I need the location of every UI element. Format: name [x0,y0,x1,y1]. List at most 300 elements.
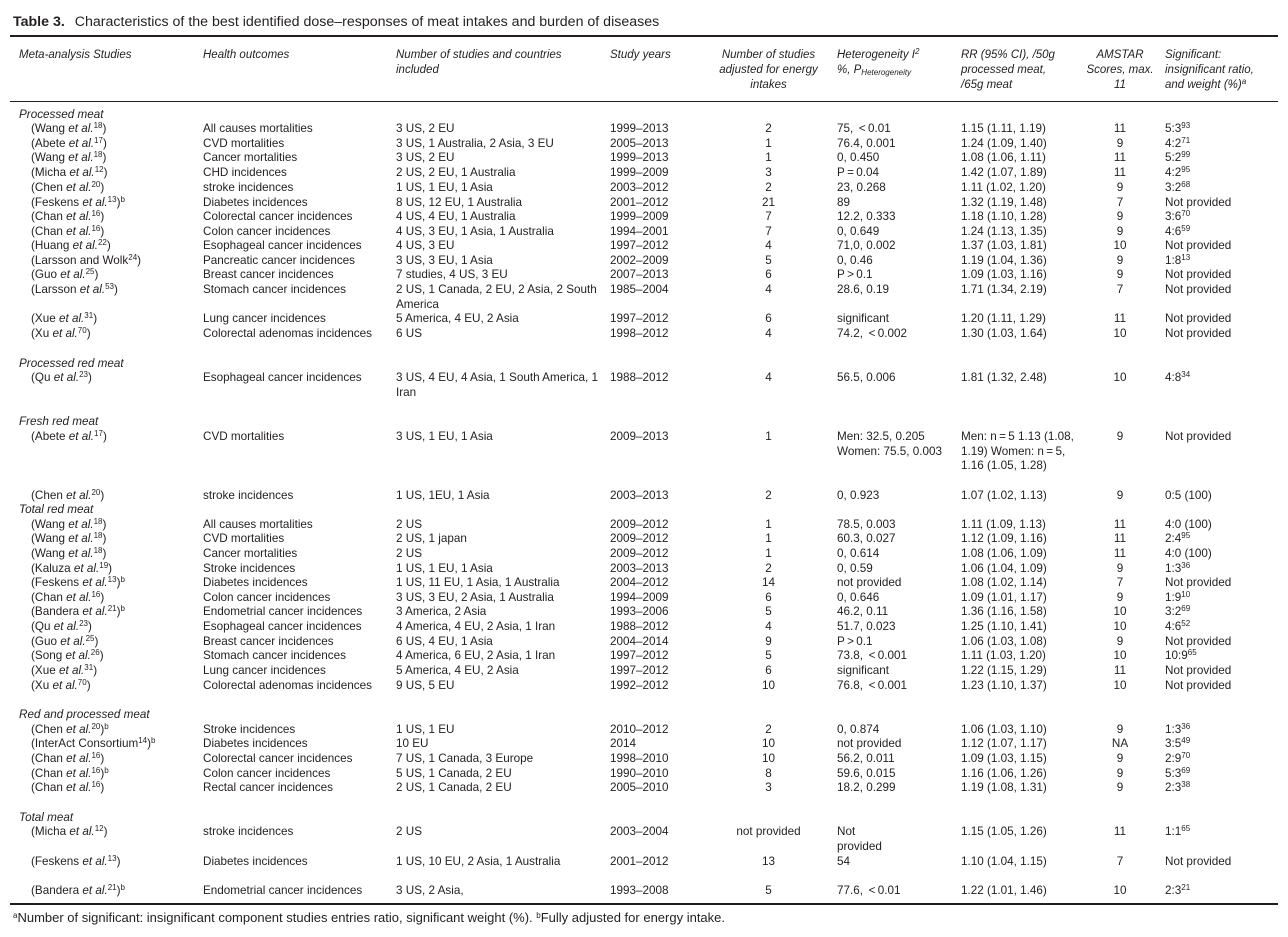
heterogeneity-value: 75, < 0.01 [837,122,891,135]
study-citation: (Bandera et al.$^{21}$)$^b$ [31,604,125,618]
et-al: et al. [82,576,108,589]
significance-ratio [1165,371,1277,386]
amstar-score: 9 [1116,635,1124,648]
countries-included: 4 US, 3 EU [396,239,455,252]
energy-adjusted-count: 5 [765,254,772,267]
health-outcome: Colorectal adenomas incidences [203,679,372,692]
significance-weight: 95 [1181,165,1191,174]
countries-included: 9 US, 5 EU [396,679,455,692]
header-outcome: Health outcomes [203,49,290,61]
reference-number: 13 [107,195,117,204]
study-citation: (Xu et al.$^{70}$) [31,326,91,340]
health-outcome: Diabetes incidences [203,737,308,750]
health-outcome: Colon cancer incidences [203,767,331,780]
amstar-score: NA [1111,737,1129,750]
et-al: et al. [69,825,95,838]
study-years: 2009–2013 [610,430,669,443]
amstar-score: 9 [1116,489,1124,502]
significance-weight: 21 [1181,883,1191,892]
significance-weight: 70 [1181,209,1191,218]
study-author: Huang [34,239,70,252]
countries-included: 8 US, 12 EU, 1 Australia [396,196,523,209]
heterogeneity-value: 74.2, < 0.002 [837,327,907,340]
et-al: et al. [66,752,92,765]
significance-ratio-text: Not provided [1165,239,1232,252]
study-author: Larsson and Wolk [34,254,129,267]
significance-ratio-text: 4:2 [1165,166,1182,179]
study-author: Chen [34,489,63,502]
significance-ratio [1165,181,1277,196]
reference-number: 20 [91,488,101,497]
section-heading: Total red meat [19,503,94,516]
study-citation: (Chen et al.$^{20}$)$^b$ [31,722,109,736]
reference-number: 13 [107,854,117,863]
significance-ratio-text: 3:5 [1165,737,1182,750]
heterogeneity-value: 60.3, 0.027 [837,532,896,545]
amstar-score: 11 [1113,532,1127,545]
et-al: et al. [68,547,94,560]
relative-risk: 1.24 (1.13, 1.35) [961,225,1047,238]
reference-number: 16 [91,766,101,775]
study-author: Chen [34,723,63,736]
study-author: Bandera [34,605,80,618]
significance-ratio [1165,664,1277,679]
significance-ratio-text: 2:3 [1165,781,1182,794]
study-author: Abete [34,430,66,443]
significance-ratio-text: 4:6 [1165,225,1182,238]
reference-number: 20 [91,722,101,731]
energy-adjusted-count: 1 [765,518,772,531]
study-years: 1999–2009 [610,166,669,179]
reference-number: 18 [93,150,103,159]
amstar-score: 7 [1116,196,1124,209]
countries-included: 7 studies, 4 US, 3 EU [396,268,508,281]
countries-included: 7 US, 1 Canada, 3 Europe [396,752,534,765]
countries-included: 2 US [396,518,422,531]
heterogeneity-value: 78.5, 0.003 [837,518,896,531]
section-heading: Red and processed meat [19,708,150,721]
et-al: et al. [66,723,92,736]
study-years: 1985–2004 [610,283,669,296]
significance-ratio-text: Not provided [1165,327,1232,340]
significance-ratio [1165,430,1277,445]
energy-adjusted-count: 13 [761,855,775,868]
energy-adjusted-count: 4 [765,371,772,384]
relative-risk: 1.22 (1.01, 1.46) [961,884,1047,897]
health-outcome: CHD incidences [203,166,287,179]
study-author: Kaluza [34,562,71,575]
heterogeneity-value: 76.8, < 0.001 [837,679,907,692]
significance-ratio [1165,855,1277,870]
heterogeneity-value: significant [837,664,889,677]
energy-adjusted-count: 6 [765,591,772,604]
heterogeneity-value: P > 0.1 [837,268,873,281]
relative-risk: 1.11 (1.02, 1.20) [961,181,1046,194]
reference-number: 31 [84,663,94,672]
significance-ratio-text: 3:2 [1165,605,1182,618]
countries-included: 5 US, 1 Canada, 2 EU [396,767,512,780]
health-outcome: Lung cancer incidences [203,312,326,325]
countries-included: 4 US, 4 EU, 1 Australia [396,210,516,223]
health-outcome: Colorectal cancer incidences [203,752,353,765]
countries-included: 1 US, 1 EU [396,723,455,736]
study-author: Wang [34,122,66,135]
study-years: 1999–2013 [610,122,669,135]
relative-risk: 1.20 (1.11, 1.29) [961,312,1046,325]
study-citation: (Abete et al.$^{17}$) [31,136,107,150]
et-al: et al. [68,532,94,545]
heterogeneity-value: 54 [837,855,851,868]
study-citation: (Feskens et al.$^{13}$) [31,854,121,868]
energy-adjusted-count: 1 [765,151,772,164]
heterogeneity-value: 56.2, 0.011 [837,752,895,765]
reference-number: 17 [94,136,103,145]
significance-ratio [1165,312,1277,327]
et-al: et al. [58,664,85,677]
amstar-score: 11 [1113,312,1127,325]
reference-number: 12 [94,824,104,833]
relative-risk: 1.12 (1.07, 1.17) [961,737,1047,750]
study-citation: (Chen et al.$^{20}$) [31,488,105,502]
energy-adjusted-count: 1 [765,137,772,150]
study-years: 2001–2012 [610,196,669,209]
significance-ratio-text: Not provided [1165,635,1232,648]
study-author: Chan [34,225,63,238]
significance-weight: 99 [1181,150,1191,159]
et-al: et al. [66,489,92,502]
et-al: et al. [52,679,78,692]
study-citation: (Xue et al.$^{31}$) [31,311,98,325]
heterogeneity-value: 0, 0.59 [837,562,873,575]
study-years: 1994–2001 [610,225,669,238]
table-caption [13,11,1275,33]
health-outcome: Colorectal adenomas incidences [203,327,372,340]
countries-included: 2 US [396,547,422,560]
significance-ratio [1165,605,1277,620]
amstar-score: 10 [1113,679,1127,692]
energy-adjusted-count: 21 [761,196,775,209]
energy-adjusted-count: 9 [765,635,772,648]
study-years: 2005–2010 [610,781,669,794]
significance-ratio-text: Not provided [1165,679,1232,692]
reference-number: 18 [93,517,103,526]
study-years: 1994–2009 [610,591,669,604]
significance-weight: 71 [1181,136,1191,145]
section-heading: Total meat [19,811,74,824]
health-outcome: Diabetes incidences [203,576,308,589]
et-al: et al. [82,884,108,897]
amstar-score: 11 [1113,166,1127,179]
reference-number: 21 [107,883,117,892]
significance-weight: 10 [1181,590,1191,599]
heterogeneity-value: 77.6, < 0.01 [837,884,901,897]
amstar-score: 10 [1113,884,1127,897]
health-outcome: Esophageal cancer incidences [203,620,362,633]
study-citation: (Wang et al.$^{18}$) [31,121,107,135]
health-outcome: Diabetes incidences [203,196,308,209]
significance-ratio-text: 4:2 [1165,137,1182,150]
header-adjusted: Number of studies adjusted for energy intakes [719,49,818,91]
countries-included: 3 US, 1 Australia, 2 Asia, 3 EU [396,137,554,150]
health-outcome: All causes mortalities [203,122,313,135]
study-years: 1990–2010 [610,767,669,780]
reference-number: 20 [91,180,101,189]
amstar-score: 9 [1116,591,1124,604]
study-author: Abete [34,137,66,150]
reference-number: 18 [93,531,103,540]
relative-risk: 1.19 (1.08, 1.31) [961,781,1047,794]
study-years: 1997–2012 [610,649,669,662]
significance-ratio-text: 3:2 [1165,181,1182,194]
energy-adjusted-count: 1 [765,547,772,560]
study-author: Wang [34,532,66,545]
amstar-score: 9 [1116,210,1124,223]
study-years: 2003–2012 [610,181,669,194]
study-years: 2005–2013 [610,137,669,150]
energy-adjusted-mark: b [120,195,125,204]
significance-ratio-text: 1:1 [1165,825,1182,838]
et-al: et al. [60,635,86,648]
reference-number: 25 [85,267,95,276]
health-outcome: Lung cancer incidences [203,664,326,677]
countries-included: 1 US, 10 EU, 2 Asia, 1 Australia [396,855,561,868]
significance-weight: 68 [1181,180,1191,189]
countries-included: 2 US, 2 EU, 1 Australia [396,166,516,179]
energy-adjusted-mark: b [151,736,156,745]
health-outcome: Stroke incidences [203,562,296,575]
energy-adjusted-mark: b [104,766,109,775]
reference-number: 70 [77,326,87,335]
section-heading: Processed meat [19,108,104,121]
significance-ratio [1165,884,1277,899]
top-rule [10,35,1278,37]
study-author: Wang [34,151,66,164]
study-years: 2009–2012 [610,532,669,545]
heterogeneity-value: Not provided [837,825,882,853]
energy-adjusted-count: 5 [765,884,772,897]
amstar-score: 9 [1116,752,1124,765]
significance-ratio [1165,122,1277,137]
amstar-score: 10 [1113,605,1127,618]
significance-ratio-text: Not provided [1165,196,1232,209]
study-author: Bandera [34,884,80,897]
et-al: et al. [66,225,92,238]
energy-adjusted-count: 4 [765,283,772,296]
study-years: 1992–2012 [610,679,669,692]
study-author: Wang [34,547,66,560]
significance-ratio-text: 2:3 [1165,884,1182,897]
significance-weight: 65 [1181,824,1191,833]
study-author: Chan [34,210,63,223]
countries-included: 3 US, 4 EU, 4 Asia, 1 South America, 1 Iran [396,371,599,399]
energy-adjusted-count: 8 [765,767,772,780]
amstar-score: 9 [1116,562,1124,575]
header-rr: RR (95% CI), /50g processed meat, /65g meat [961,49,1055,91]
health-outcome: Colon cancer incidences [203,225,331,238]
study-author: Feskens [34,576,80,589]
significance-ratio [1165,547,1277,562]
heterogeneity-value: 76.4, 0.001 [837,137,896,150]
relative-risk: 1.06 (1.03, 1.10) [961,723,1047,736]
countries-included: 2 US, 1 Canada, 2 EU, 2 Asia, 2 South America [396,283,597,311]
energy-adjusted-count: 2 [765,122,772,135]
energy-adjusted-count: 7 [765,225,772,238]
significance-ratio-text: Not provided [1165,855,1232,868]
energy-adjusted-mark: b [104,722,109,731]
countries-included: 1 US, 11 EU, 1 Asia, 1 Australia [396,576,560,589]
study-years: 2014 [610,737,637,750]
study-years: 1997–2012 [610,239,669,252]
significance-weight: 59 [1181,224,1191,233]
relative-risk: 1.42 (1.07, 1.89) [961,166,1047,179]
significance-weight: 93 [1181,121,1191,130]
countries-included: 4 America, 6 EU, 2 Asia, 1 Iran [396,649,556,662]
relative-risk: 1.37 (1.03, 1.81) [961,239,1047,252]
energy-adjusted-count: 3 [765,781,772,794]
study-citation: (Chan et al.$^{16}$)$^b$ [31,766,109,780]
energy-adjusted-count: 6 [765,312,772,325]
reference-number: 16 [91,209,101,218]
energy-adjusted-count: 5 [765,605,772,618]
study-years: 2001–2012 [610,855,669,868]
health-outcome: Cancer mortalities [203,547,298,560]
amstar-score: 11 [1113,825,1127,838]
health-outcome: Diabetes incidences [203,855,308,868]
study-citation: (Wang et al.$^{18}$) [31,531,107,545]
study-author: Wang [34,518,66,531]
significance-ratio [1165,781,1277,796]
health-outcome: Cancer mortalities [203,151,298,164]
relative-risk: 1.08 (1.02, 1.14) [961,576,1047,589]
study-author: Guo [34,635,57,648]
study-citation: (Wang et al.$^{18}$) [31,546,107,560]
study-citation: (Song et al.$^{26}$) [31,648,104,662]
heterogeneity-value: 23, 0.268 [837,181,886,194]
countries-included: 1 US, 1 EU, 1 Asia [396,562,493,575]
header-significant: Significant: insignificant ratio, and weight (%)$^a$ [1165,49,1254,91]
amstar-score: 9 [1116,767,1124,780]
relative-risk: 1.24 (1.09, 1.40) [961,137,1047,150]
reference-number: 23 [79,370,88,379]
study-citation: (Chen et al.$^{20}$) [31,180,105,194]
study-author: Micha [34,825,67,838]
significance-ratio [1165,254,1277,269]
amstar-score: 9 [1116,268,1124,281]
significance-ratio-text: 3:6 [1165,210,1182,223]
amstar-score: 9 [1116,723,1124,736]
energy-adjusted-count: 4 [765,239,772,252]
relative-risk: 1.07 (1.02, 1.13) [961,489,1047,502]
study-citation: (Bandera et al.$^{21}$)$^b$ [31,883,125,897]
countries-included: 3 US, 3 EU, 2 Asia, 1 Australia [396,591,554,604]
significance-ratio-text: 5:3 [1165,122,1182,135]
heterogeneity-value: 0, 0.46 [837,254,873,267]
reference-number: 53 [105,282,114,291]
countries-included: 3 America, 2 Asia [396,605,487,618]
study-author: Chan [34,781,63,794]
countries-included: 2 US [396,825,422,838]
reference-number: 18 [93,121,103,130]
relative-risk: 1.36 (1.16, 1.58) [961,605,1047,618]
significance-ratio-text: 2:9 [1165,752,1182,765]
relative-risk: 1.23 (1.10, 1.37) [961,679,1047,692]
countries-included: 1 US, 1 EU, 1 Asia [396,181,493,194]
reference-number: 26 [90,648,100,657]
amstar-score: 10 [1113,327,1127,340]
health-outcome: Stomach cancer incidences [203,649,346,662]
significance-ratio-text: Not provided [1165,430,1232,443]
heterogeneity-value: 89 [837,196,851,209]
significance-weight: 52 [1181,619,1191,628]
energy-adjusted-count: 10 [761,679,775,692]
health-outcome: Esophageal cancer incidences [203,239,362,252]
et-al: et al. [69,166,95,179]
study-citation: (Abete et al.$^{17}$) [31,429,107,443]
study-years: 1997–2012 [610,664,669,677]
energy-adjusted-count: 4 [765,620,772,633]
et-al: et al. [66,591,92,604]
relative-risk: 1.09 (1.01, 1.17) [961,591,1047,604]
amstar-score: 9 [1116,254,1124,267]
significance-ratio-text: Not provided [1165,283,1232,296]
relative-risk: 1.25 (1.10, 1.41) [961,620,1047,633]
significance-weight: 95 [1181,531,1191,540]
countries-included: 3 US, 1 EU, 1 Asia [396,430,493,443]
significance-weight: 13 [1181,253,1191,262]
study-years: 2004–2012 [610,576,669,589]
study-author: Micha [34,166,67,179]
energy-adjusted-mark: b [120,575,125,584]
energy-adjusted-count: 10 [761,752,775,765]
significance-ratio-text: 4:8 [1165,371,1182,384]
energy-adjusted-count: 1 [765,532,772,545]
study-citation: (Chan et al.$^{16}$) [31,780,105,794]
reference-number: 22 [97,238,107,247]
study-citation: (Chan et al.$^{16}$) [31,590,105,604]
amstar-score: 9 [1116,225,1124,238]
study-years: 2002–2009 [610,254,669,267]
significance-ratio-text: 0:5 (100) [1165,489,1212,502]
health-outcome: Pancreatic cancer incidences [203,254,356,267]
relative-risk: Men: n = 5 1.13 (1.08, 1.19) Women: n = 5, 1.16 (1.05, 1.28) [961,430,1074,473]
study-author: Feskens [34,855,80,868]
countries-included: 6 US, 4 EU, 1 Asia [396,635,493,648]
study-citation: (Kaluza et al.$^{19}$) [31,561,113,575]
reference-number: 70 [77,678,87,687]
et-al: et al. [53,371,80,384]
study-years: 1993–2008 [610,884,669,897]
energy-adjusted-count: 2 [765,723,772,736]
table-title: Characteristics of the best identified dose–responses of meat intakes and burden of diseases [74,14,660,30]
countries-included: 10 EU [396,737,429,750]
reference-number: 24 [128,253,138,262]
et-al: et al. [66,767,92,780]
significance-weight: 69 [1181,604,1191,613]
relative-risk: 1.15 (1.11, 1.19) [961,122,1046,135]
energy-adjusted-count: 4 [765,327,772,340]
significance-ratio [1165,679,1277,694]
study-author: Xu [34,327,50,340]
et-al: et al. [73,562,100,575]
countries-included: 1 US, 1EU, 1 Asia [396,489,490,502]
reference-number: 16 [91,780,101,789]
study-author: Larsson [34,283,77,296]
et-al: et al. [60,268,86,281]
table-footnote: $^a$Number of significant: insignificant component studies entries ratio, significant weight (%). $^b$Fully adjusted for energy intake. [13,910,726,925]
significance-ratio [1165,166,1277,181]
study-years: 2009–2012 [610,547,669,560]
study-years: 1988–2012 [610,620,669,633]
